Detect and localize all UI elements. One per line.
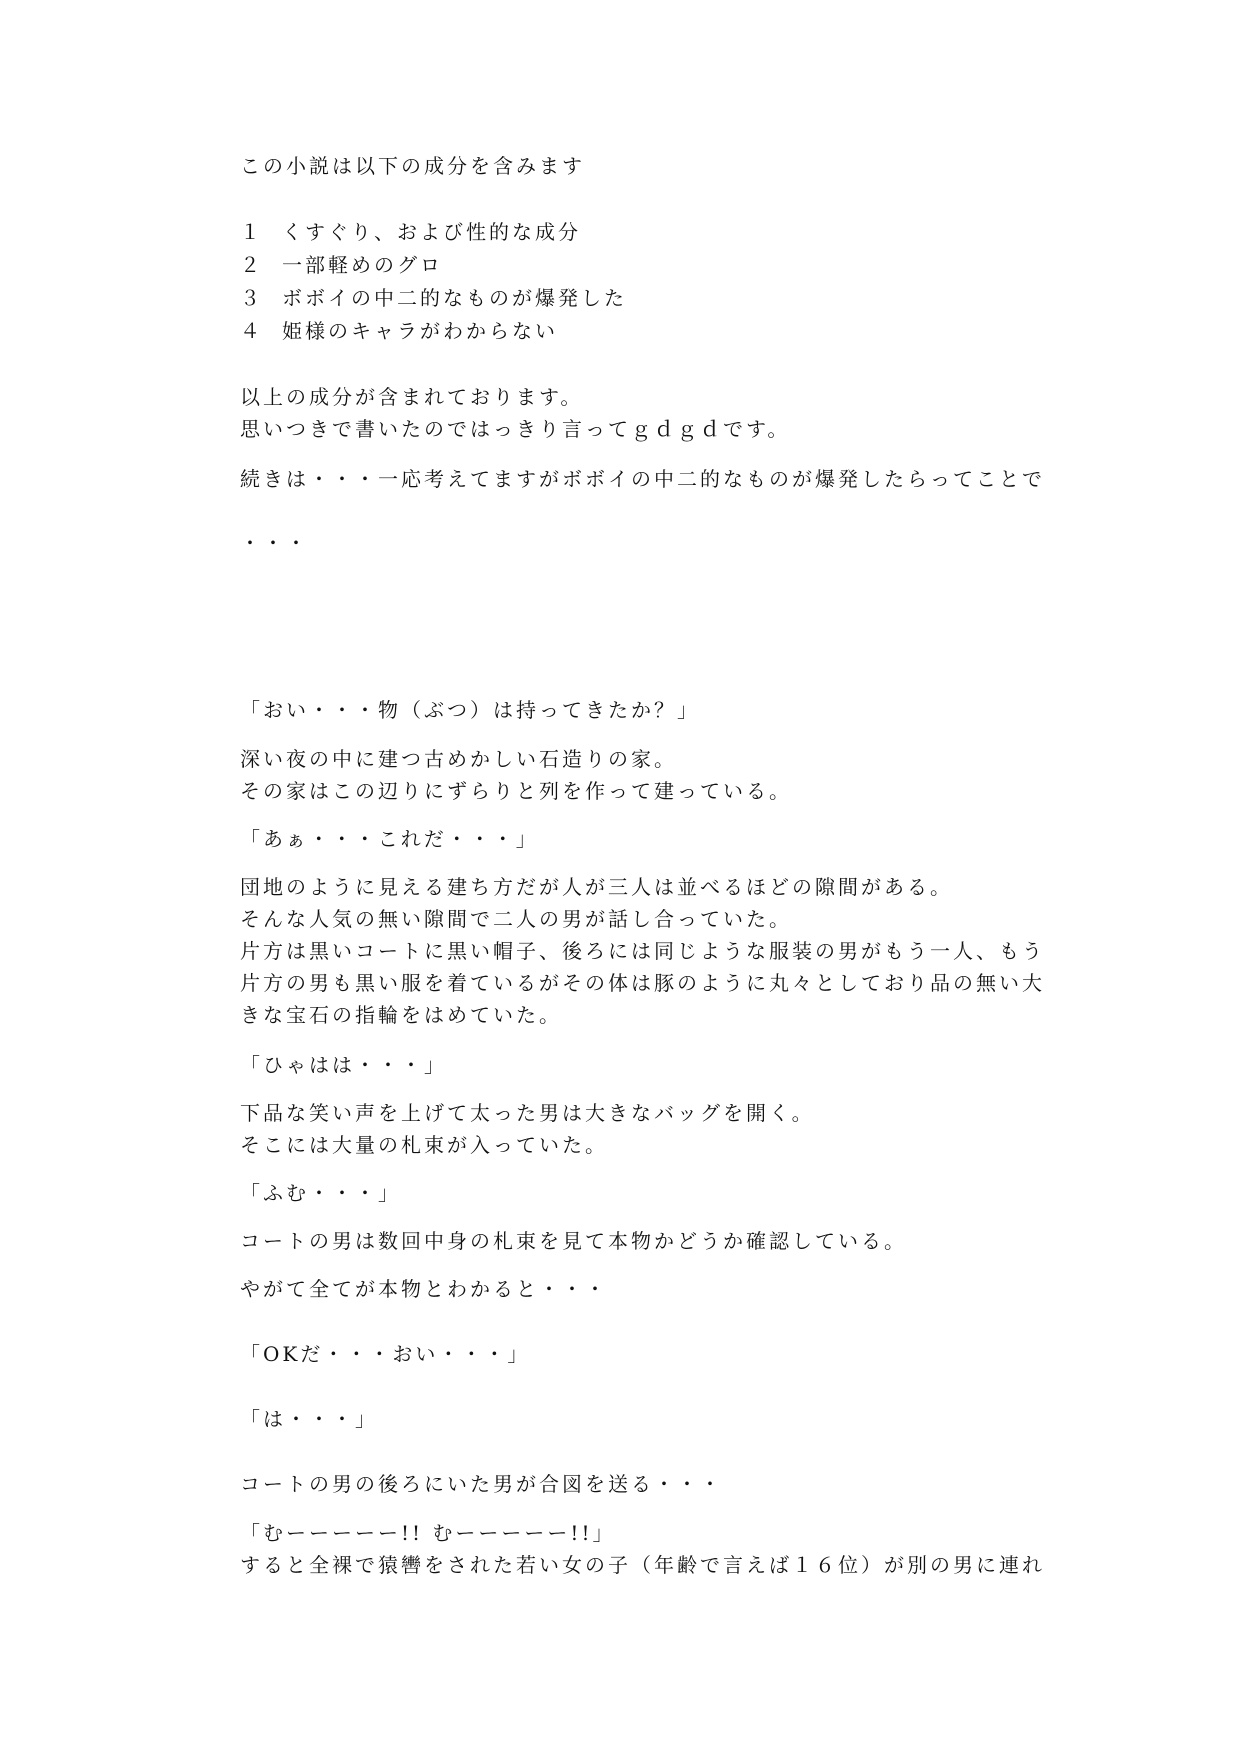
story-line: そこには大量の札束が入っていた。 bbox=[240, 1133, 608, 1157]
list-item-number: ４ bbox=[240, 319, 263, 343]
list-item-text: くすぐり、および性的な成分 bbox=[282, 220, 581, 244]
story-line: すると全裸で猿轡をされた若い女の子（年齢で言えば１６位）が別の男に連れ bbox=[240, 1553, 1045, 1577]
intro-ellipsis: ・・・ bbox=[240, 531, 309, 555]
list-item bbox=[240, 318, 558, 344]
story-line: 深い夜の中に建つ古めかしい石造りの家。 bbox=[240, 747, 677, 771]
list-item-text: ボボイの中二的なものが爆発した bbox=[282, 286, 627, 310]
story-line: 「むーーーーー!! むーーーーー!!」 bbox=[240, 1521, 616, 1545]
story-line: コートの男は数回中身の札束を見て本物かどうか確認している。 bbox=[240, 1229, 907, 1253]
intro-note: 思いつきで書いたのではっきり言ってｇｄｇｄです。 bbox=[240, 417, 791, 441]
story-line: 「ひゃはは・・・」 bbox=[240, 1053, 447, 1077]
list-item bbox=[240, 219, 581, 245]
intro-heading: この小説は以下の成分を含みます bbox=[240, 154, 585, 178]
list-item bbox=[240, 285, 627, 311]
story-line: 片方は黒いコートに黒い帽子、後ろには同じような服装の男がもう一人、もう bbox=[240, 939, 1045, 963]
story-line: その家はこの辺りにずらりと列を作って建っている。 bbox=[240, 779, 792, 803]
story-line: そんな人気の無い隙間で二人の男が話し合っていた。 bbox=[240, 907, 792, 931]
list-item-number: ３ bbox=[240, 286, 263, 310]
list-item-text: 姫様のキャラがわからない bbox=[282, 319, 558, 343]
intro-note: 続きは・・・一応考えてますがボボイの中二的なものが爆発したらってことで bbox=[240, 467, 1045, 491]
story-line: 「OKだ・・・おい・・・」 bbox=[240, 1342, 531, 1366]
story-line: コートの男の後ろにいた男が合図を送る・・・ bbox=[240, 1472, 723, 1496]
story-line: 団地のように見える建ち方だが人が三人は並べるほどの隙間がある。 bbox=[240, 875, 953, 899]
list-item-text: 一部軽めのグロ bbox=[282, 253, 443, 277]
story-line: 「ふむ・・・」 bbox=[240, 1181, 401, 1205]
list-item-number: １ bbox=[240, 220, 263, 244]
list-item-number: ２ bbox=[240, 253, 263, 277]
story-line: 「おい・・・物（ぶつ）は持ってきたか？」 bbox=[240, 698, 700, 722]
intro-note: 以上の成分が含まれております。 bbox=[240, 385, 584, 409]
story-line: 「あぁ・・・これだ・・・」 bbox=[240, 827, 539, 851]
story-line: 「は・・・」 bbox=[240, 1407, 378, 1431]
story-line: 片方の男も黒い服を着ているがその体は豚のように丸々としており品の無い大 bbox=[240, 971, 1045, 995]
story-line: やがて全てが本物とわかると・・・ bbox=[240, 1277, 608, 1301]
list-item bbox=[240, 252, 443, 278]
story-line: 下品な笑い声を上げて太った男は大きなバッグを開く。 bbox=[240, 1101, 815, 1125]
story-line: きな宝石の指輪をはめていた。 bbox=[240, 1003, 562, 1027]
